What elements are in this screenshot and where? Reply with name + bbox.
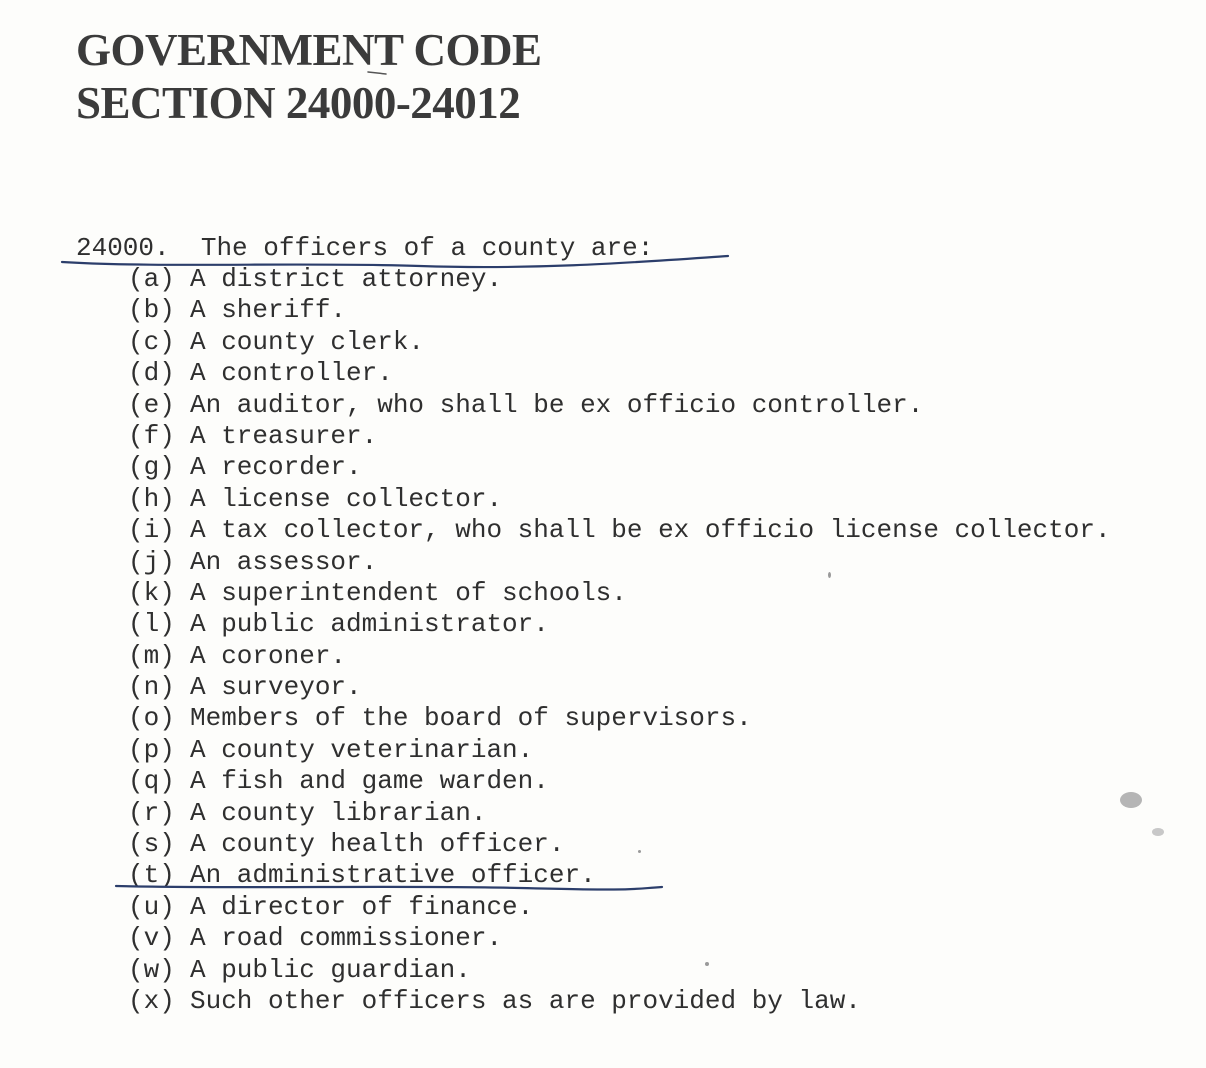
list-item [128,358,1111,389]
item-mark: (o) [128,703,175,734]
list-item [128,892,1111,923]
item-text: A recorder. [190,452,362,483]
item-text: A director of finance. [190,891,534,922]
list-item [128,484,1111,515]
item-mark: (q) [128,766,175,797]
item-text: A license collector. [190,483,503,514]
item-mark: (m) [128,640,175,671]
item-text: A public guardian. [190,954,471,985]
list-item-underlined [128,860,1111,891]
list-item [128,547,1111,578]
item-mark: (l) [128,609,175,640]
item-text: A treasurer. [190,420,378,451]
list-item [128,955,1111,986]
section-heading-text: The officers of a county are: [200,233,654,263]
item-mark: (n) [128,672,175,703]
list-item [128,798,1111,829]
list-item [128,578,1111,609]
item-text: A sheriff. [190,295,347,326]
item-mark: (v) [128,923,175,954]
item-mark: (k) [128,577,175,608]
list-item [128,735,1111,766]
item-text: Members of the board of supervisors. [190,703,752,734]
list-item [128,327,1111,358]
item-text: A surveyor. [190,672,362,703]
item-mark: (f) [128,420,175,451]
item-text: A county veterinarian. [190,734,534,765]
item-text: A county health officer. [190,829,565,860]
item-mark: (r) [128,797,175,828]
item-mark: (w) [128,954,175,985]
item-text: A county librarian. [190,797,487,828]
item-text: An administrative officer. [190,860,596,891]
item-mark: (g) [128,452,175,483]
scan-speck [1152,828,1164,836]
section-heading [76,232,653,264]
item-mark: (i) [128,515,175,546]
list-item [128,923,1111,954]
list-item [128,264,1111,295]
list-item [128,515,1111,546]
item-mark: (p) [128,734,175,765]
item-mark: (b) [128,295,175,326]
section-number: 24000. [76,233,170,263]
item-mark: (e) [128,389,175,420]
scan-speck [1120,792,1142,808]
list-item [128,641,1111,672]
list-item [128,986,1111,1017]
list-item [128,609,1111,640]
item-mark: (a) [128,264,175,294]
item-mark: (t) [128,860,175,891]
item-text: A district attorney. [190,264,503,294]
item-mark: (s) [128,829,175,860]
item-text: A public administrator. [190,609,549,640]
item-text: A fish and game warden. [190,766,549,797]
list-item [128,390,1111,421]
item-text: Such other officers as are provided by law. [190,985,861,1016]
title-line-1: GOVERNMENT CODE [76,25,542,75]
list-item [128,672,1111,703]
title-line-2: SECTION 24000-24012 [76,78,521,128]
list-item [128,829,1111,860]
list-item [128,766,1111,797]
item-mark: (d) [128,358,175,389]
item-text: A superintendent of schools. [190,577,627,608]
list-item [128,295,1111,326]
item-mark: (j) [128,546,175,577]
item-text: An auditor, who shall be ex officio controller. [190,389,924,420]
list-item [128,421,1111,452]
item-text: A coroner. [190,640,347,671]
scan-speck [638,850,641,853]
officer-list [128,264,1111,1017]
scan-speck [828,572,831,578]
scan-speck [705,962,709,966]
item-mark: (c) [128,326,175,357]
item-text: An assessor. [190,546,378,577]
item-mark: (u) [128,891,175,922]
document-title [76,24,541,130]
item-mark: (x) [128,985,175,1016]
list-item [128,703,1111,734]
item-text: A road commissioner. [190,923,503,954]
item-text: A tax collector, who shall be ex officio license collector. [190,515,1111,546]
item-text: A controller. [190,358,393,389]
item-text: A county clerk. [190,326,425,357]
item-mark: (h) [128,483,175,514]
list-item [128,452,1111,483]
